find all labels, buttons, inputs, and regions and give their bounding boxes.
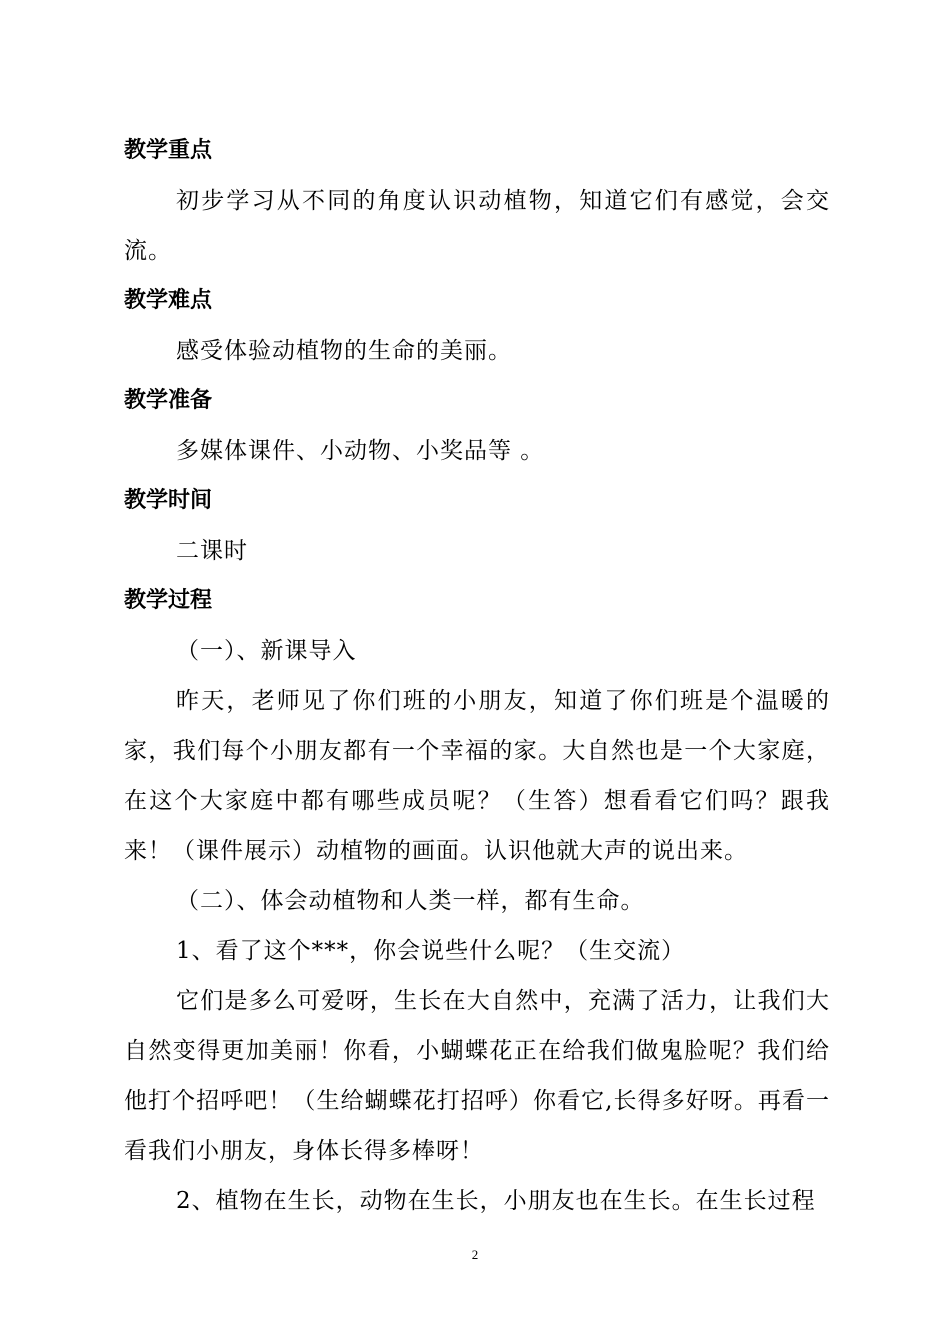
preparation-text: 多媒体课件、小动物、小奖品等 。: [176, 438, 545, 464]
process-step-two-title: （二）、体会动植物和人类一样，都有生命。: [176, 888, 645, 914]
process-step-intro-title: （一）、新课导入: [176, 638, 357, 664]
page-number: 2: [471, 1247, 479, 1262]
document-body: [124, 126, 830, 1226]
key-points-text: 初步学习从不同的角度认识动植物，知道它们有感觉，会交流。: [124, 188, 830, 264]
process-question-text: 1、看了这个***，你会说些什么呢？（生交流）: [176, 938, 686, 964]
section-heading-preparation: 教学准备: [124, 388, 213, 413]
section-heading-time: 教学时间: [124, 488, 213, 513]
section-heading-process: 教学过程: [124, 588, 213, 613]
process-description-text: 它们是多么可爱呀，生长在大自然中，充满了活力，让我们大自然变得更加美丽！你看，小蝴蝶花正在给我们做鬼脸呢？我们给他打个招呼吧！（生给蝴蝶花打招呼）你看它,长得多好呀。再看一看我们小朋友，身体长得多棒呀！: [124, 988, 830, 1164]
section-heading-key-points: 教学重点: [124, 138, 213, 163]
process-intro-text: 昨天，老师见了你们班的小朋友，知道了你们班是个温暖的家，我们每个小朋友都有一个幸福的家。大自然也是一个大家庭，在这个大家庭中都有哪些成员呢？（生答）想看看它们吗？跟我来！（课件展示）动植物的画面。认识他就大声的说出来。: [124, 688, 830, 864]
time-text: 二课时: [176, 538, 248, 564]
section-heading-difficulties: 教学难点: [124, 288, 213, 313]
process-growth-text: 2、植物在生长，动物在生长，小朋友也在生长。在生长过程: [176, 1188, 816, 1214]
difficulties-text: 感受体验动植物的生命的美丽。: [176, 338, 512, 364]
